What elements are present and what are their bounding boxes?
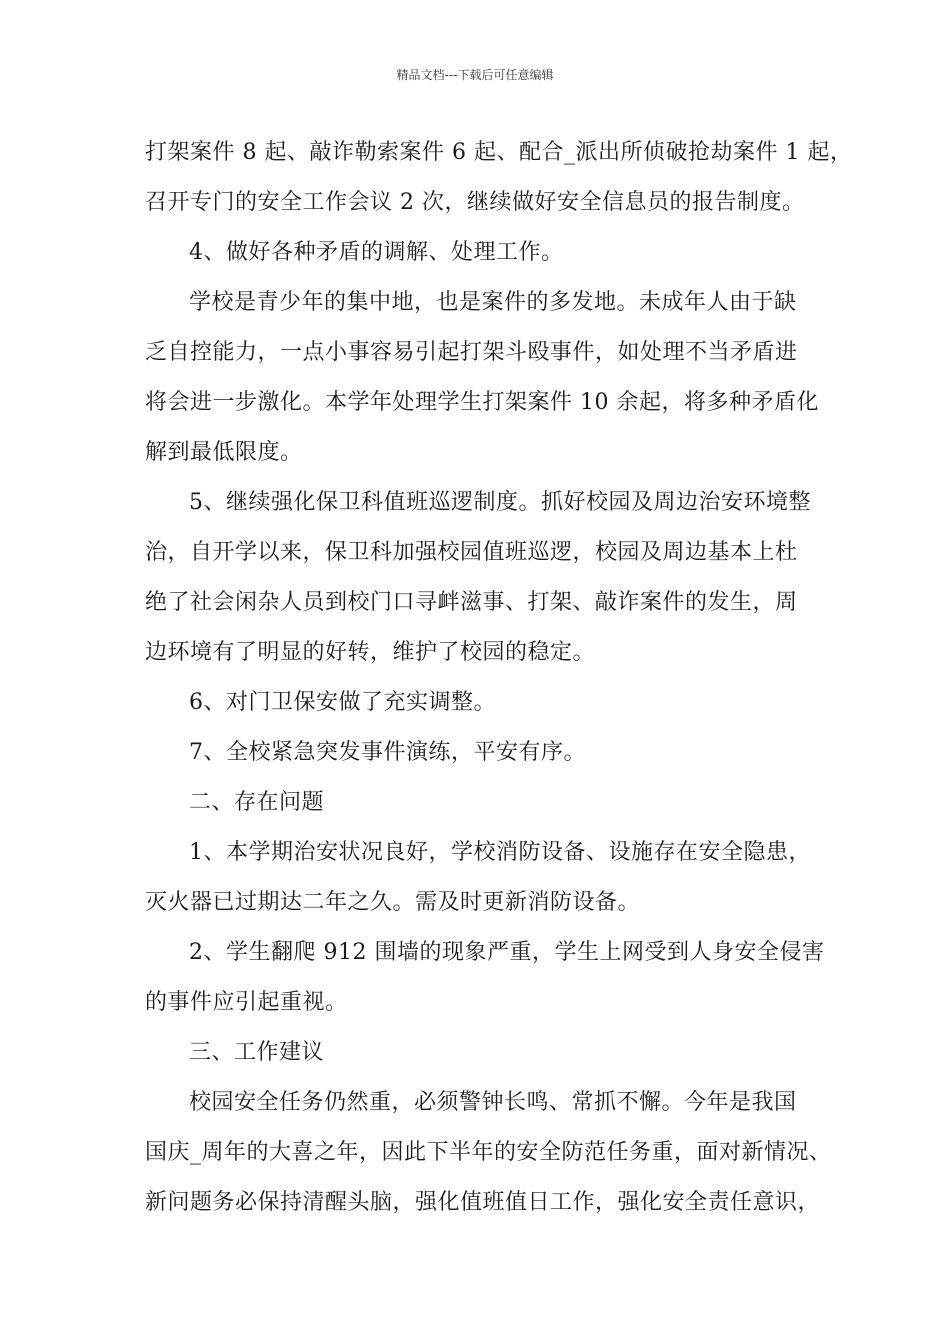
text-line: 召开专门的安全工作会议 2 次，继续做好安全信息员的报告制度。: [145, 190, 805, 215]
text-line: 灭火器已过期达二年之久。需及时更新消防设备。: [145, 890, 641, 915]
text-line: 乏自控能力，一点小事容易引起打架斗殴事件，如处理不当矛盾进: [145, 340, 798, 365]
text-line: 5、继续强化保卫科值班巡逻制度。抓好校园及周边治安环境整: [189, 490, 811, 515]
text-line: 二、存在问题: [189, 790, 325, 815]
text-line: 治，自开学以来，保卫科加强校园值班巡逻，校园及周边基本上杜: [145, 540, 798, 565]
text-line: 校园安全任务仍然重，必须警钟长鸣、常抓不懈。今年是我国: [189, 1090, 797, 1115]
text-line: 新问题务必保持清醒头脑，强化值班值日工作，强化安全责任意识，: [145, 1190, 821, 1215]
text-line: 6、对门卫保安做了充实调整。: [189, 690, 496, 715]
text-line: 绝了社会闲杂人员到校门口寻衅滋事、打架、敲诈案件的发生，周: [145, 590, 798, 615]
text-line: 将会进一步激化。本学年处理学生打架案件 10 余起，将多种矛盾化: [145, 390, 819, 415]
text-line: 解到最低限度。: [145, 440, 303, 465]
text-line: 7、全校紧急突发事件演练，平安有序。: [189, 740, 586, 765]
text-line: 边环境有了明显的好转，维护了校园的稳定。: [145, 640, 596, 665]
page-header: 精品文档---下载后可任意编辑: [396, 68, 554, 82]
document-body: [145, 128, 853, 1228]
text-line: 学校是青少年的集中地，也是案件的多发地。未成年人由于缺: [189, 290, 797, 315]
text-line: 三、工作建议: [189, 1040, 325, 1065]
text-line: 国庆_周年的大喜之年，因此下半年的安全防范任务重，面对新情况、: [145, 1140, 832, 1165]
text-line: 打架案件 8 起、敲诈勒索案件 6 起、配合_派出所侦破抢劫案件 1 起，: [145, 140, 853, 165]
text-line: 2、学生翻爬 912 围墙的现象严重，学生上网受到人身安全侵害: [189, 940, 825, 965]
text-line: 1、本学期治安状况良好，学校消防设备、设施存在安全隐患，: [189, 840, 811, 865]
text-line: 的事件应引起重视。: [145, 990, 348, 1015]
text-line: 4、做好各种矛盾的调解、处理工作。: [189, 240, 564, 265]
